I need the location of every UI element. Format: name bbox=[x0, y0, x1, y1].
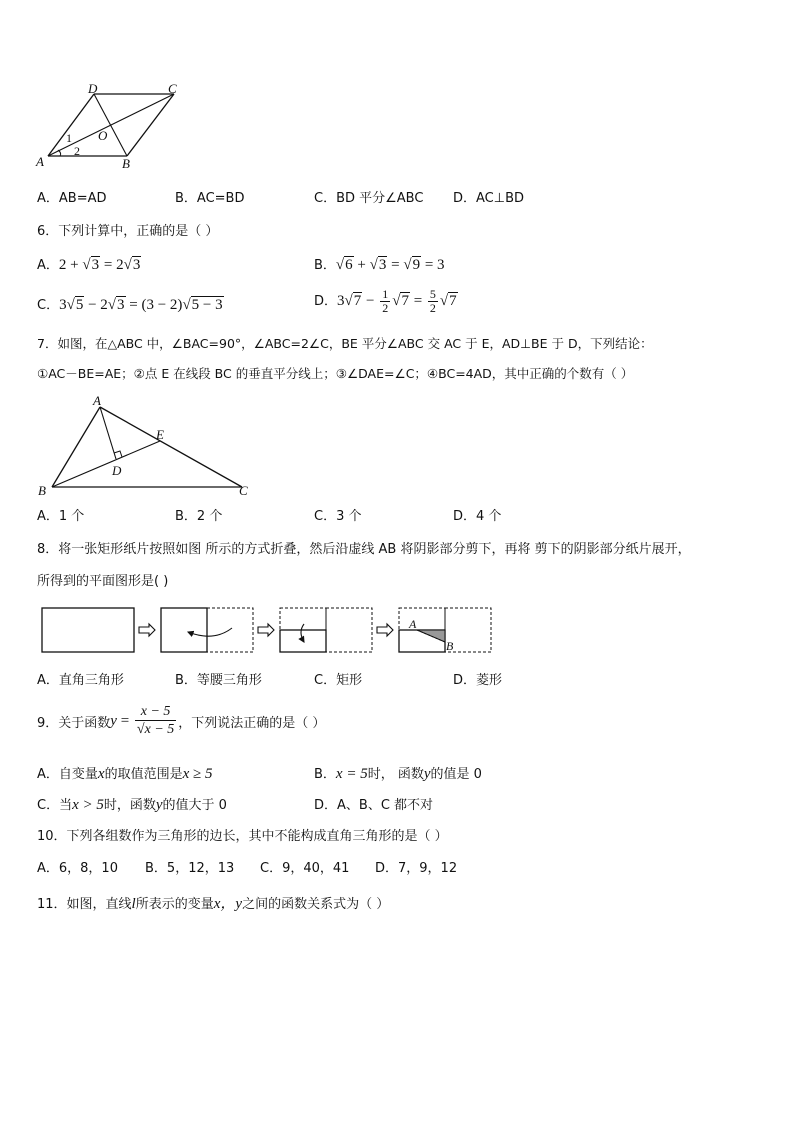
q9-fraction-num: x − 5 bbox=[140, 704, 171, 719]
q6-option-a bbox=[37, 254, 141, 274]
q6-c-m1: 3 bbox=[59, 297, 67, 313]
q9-option-d: D．A、B、C 都不对 bbox=[314, 798, 434, 813]
q6-d-m3: = bbox=[409, 292, 426, 309]
q6-b-m2: = bbox=[387, 257, 404, 273]
q7-label-E: E bbox=[156, 427, 164, 442]
q9-a-cond: x ≥ 5 bbox=[182, 766, 213, 782]
q9-c-cond: x > 5 bbox=[72, 797, 104, 813]
q9-fraction bbox=[135, 704, 176, 739]
q6-a-sqrt1: √3 bbox=[82, 257, 100, 273]
q5-option-c: C．BD 平分∠ABC bbox=[314, 191, 424, 206]
q9-stem-post: ，下列说法正确的是（ ） bbox=[178, 716, 326, 731]
q6-a-rad1: 3 bbox=[91, 257, 100, 273]
q9-c-y: y bbox=[155, 797, 163, 813]
q10-option-a: A．6，8，10 bbox=[37, 861, 118, 876]
q8-label-B: B bbox=[446, 639, 454, 653]
q6-d-frac1 bbox=[380, 288, 390, 315]
q6-b-sqrt2: √3 bbox=[369, 257, 387, 273]
q8-folding-figure bbox=[36, 600, 506, 658]
q7-stem-line2: ①AC－BE=AE；②点 E 在线段 BC 的垂直平分线上；③∠DAE=∠C；④BC=4AD，其中正确的个数有（ ） bbox=[37, 366, 634, 381]
q11-mid: 所表示的变量 bbox=[135, 897, 214, 912]
q5-angle-2: 2 bbox=[74, 144, 80, 158]
q8-stem-line1: 8．将一张矩形纸片按照如图 所示的方式折叠，然后沿虚线 AB 将阴影部分剪下，再将 剪下的阴影部分纸片展开， bbox=[37, 542, 691, 557]
q6-b-rad2: 3 bbox=[378, 257, 387, 273]
q6-b-m3: = 3 bbox=[421, 257, 445, 273]
q6-b-label: B． bbox=[314, 258, 336, 273]
q8-option-b: B．等腰三角形 bbox=[175, 673, 262, 688]
q6-d-m2: − bbox=[362, 292, 379, 309]
q6-d-sqrt2: √7 bbox=[392, 292, 409, 309]
q5-label-D: D bbox=[88, 81, 98, 96]
q6-d-frac1-num: 1 bbox=[382, 287, 389, 301]
q6-c-rad1: 5 bbox=[75, 297, 84, 313]
q6-b-rad3: 9 bbox=[412, 257, 421, 273]
q5-label-O: O bbox=[98, 128, 108, 143]
q6-option-b bbox=[314, 254, 445, 274]
q9-b-post: 的值是 0 bbox=[430, 767, 482, 782]
q5-option-b: B．AC=BD bbox=[175, 191, 245, 206]
q8-label-A: A bbox=[409, 617, 417, 631]
q9-b-cond: x = 5 bbox=[335, 766, 368, 782]
q6-c-rad3: 5 − 3 bbox=[191, 297, 223, 313]
q11-post: 之间的函数关系式为（ ） bbox=[242, 897, 390, 912]
q6-c-m3: = (3 − 2) bbox=[125, 297, 183, 313]
q11-xy: x，y bbox=[213, 896, 243, 912]
q7-label-B: B bbox=[38, 483, 46, 498]
q10-option-d: D．7，9，12 bbox=[375, 861, 458, 876]
q7-option-b: B．2 个 bbox=[175, 509, 223, 524]
q10-option-b: B．5，12，13 bbox=[145, 861, 235, 876]
q9-fraction-den-rad: x − 5 bbox=[144, 722, 175, 737]
q6-d-sqrt3: √7 bbox=[439, 292, 457, 309]
q9-option-c bbox=[37, 794, 227, 814]
q9-stem bbox=[37, 704, 325, 739]
q6-d-frac1-den: 2 bbox=[382, 301, 389, 315]
q9-b-y: y bbox=[423, 766, 431, 782]
q6-stem: 6．下列计算中，正确的是（ ） bbox=[37, 224, 219, 239]
q9-c-pre: C．当 bbox=[37, 798, 73, 813]
q9-a-pre: A．自变量 bbox=[37, 767, 98, 782]
q9-a-x: x bbox=[97, 766, 105, 782]
q7-stem-line1: 7．如图，在△ABC 中，∠BAC=90°，∠ABC=2∠C，BE 平分∠ABC 交 AC 于 E，AD⊥BE 于 D，下列结论： bbox=[37, 336, 653, 351]
q6-c-sqrt2: √3 bbox=[107, 297, 125, 313]
q9-option-a bbox=[37, 763, 212, 783]
q6-c-sqrt1: √5 bbox=[66, 297, 84, 313]
q7-option-d: D．4 个 bbox=[453, 509, 502, 524]
q6-a-sqrt2: √3 bbox=[123, 257, 141, 273]
q6-option-c bbox=[37, 294, 224, 314]
q7-label-D: D bbox=[112, 463, 122, 478]
q8-option-d: D．菱形 bbox=[453, 673, 503, 688]
q9-fraction-den: √x − 5 bbox=[136, 722, 175, 737]
q9-y: y bbox=[110, 713, 117, 729]
q9-eq: = bbox=[116, 713, 133, 729]
q6-d-m1: 3 bbox=[337, 292, 345, 309]
q6-a-m2: = 2 bbox=[100, 257, 124, 273]
q7-label-C: C bbox=[239, 483, 248, 498]
q6-d-sqrt1: √7 bbox=[344, 292, 362, 309]
q7-option-c: C．3 个 bbox=[314, 509, 362, 524]
q5-option-a: A．AB=AD bbox=[37, 191, 107, 206]
q6-d-frac2-num: 5 bbox=[429, 287, 436, 301]
q10-stem: 10．下列各组数作为三角形的边长，其中不能构成直角三角形的是（ ） bbox=[37, 829, 448, 844]
q6-d-rad2: 7 bbox=[401, 292, 409, 309]
q6-d-label: D． bbox=[314, 293, 338, 309]
q5-parallelogram-figure bbox=[30, 80, 190, 172]
q9-b-pre: B． bbox=[314, 767, 336, 782]
q8-option-a: A．直角三角形 bbox=[37, 673, 124, 688]
q9-option-b bbox=[314, 763, 482, 783]
q5-label-A: A bbox=[36, 154, 44, 169]
q6-b-sqrt1: √6 bbox=[335, 257, 353, 273]
q9-stem-pre: 9．关于函数 bbox=[37, 716, 111, 731]
q9-a-mid: 的取值范围是 bbox=[104, 767, 183, 782]
q11-pre: 11．如图，直线 bbox=[37, 897, 132, 912]
q9-c-post: 的值大于 0 bbox=[162, 798, 227, 813]
q10-option-c: C．9，40，41 bbox=[260, 861, 350, 876]
q8-option-c: C．矩形 bbox=[314, 673, 363, 688]
q7-triangle-figure bbox=[30, 393, 260, 501]
q6-d-frac2 bbox=[428, 288, 438, 315]
q6-d-frac2-den: 2 bbox=[429, 301, 436, 315]
q7-label-A: A bbox=[93, 393, 101, 408]
q5-option-d: D．AC⊥BD bbox=[453, 191, 525, 206]
q6-c-rad2: 3 bbox=[117, 297, 125, 313]
q6-c-sqrt3: √5 − 3 bbox=[182, 297, 223, 313]
q6-c-m2: − 2 bbox=[84, 297, 108, 313]
q5-angle-1: 1 bbox=[66, 131, 72, 145]
q8-stem-line2: 所得到的平面图形是( ) bbox=[37, 574, 169, 589]
q6-a-m1: 2 + bbox=[58, 257, 83, 273]
q6-d-rad1: 7 bbox=[353, 292, 362, 309]
q7-option-a: A．1 个 bbox=[37, 509, 85, 524]
q5-label-C: C bbox=[168, 81, 177, 96]
q9-c-mid: 时，函数 bbox=[103, 798, 156, 813]
q9-b-mid: 时， 函数 bbox=[367, 767, 424, 782]
q11-stem bbox=[37, 892, 389, 913]
q6-c-label: C． bbox=[37, 298, 60, 313]
q6-b-sqrt3: √9 bbox=[403, 257, 421, 273]
q6-a-label: A． bbox=[37, 258, 59, 273]
q11-l: l bbox=[131, 896, 136, 912]
q6-option-d bbox=[314, 288, 458, 315]
q6-a-rad2: 3 bbox=[132, 257, 141, 273]
q6-b-m1: + bbox=[353, 257, 370, 273]
q6-b-rad1: 6 bbox=[345, 257, 353, 273]
q5-label-B: B bbox=[122, 156, 130, 171]
q6-d-rad3: 7 bbox=[449, 292, 457, 309]
